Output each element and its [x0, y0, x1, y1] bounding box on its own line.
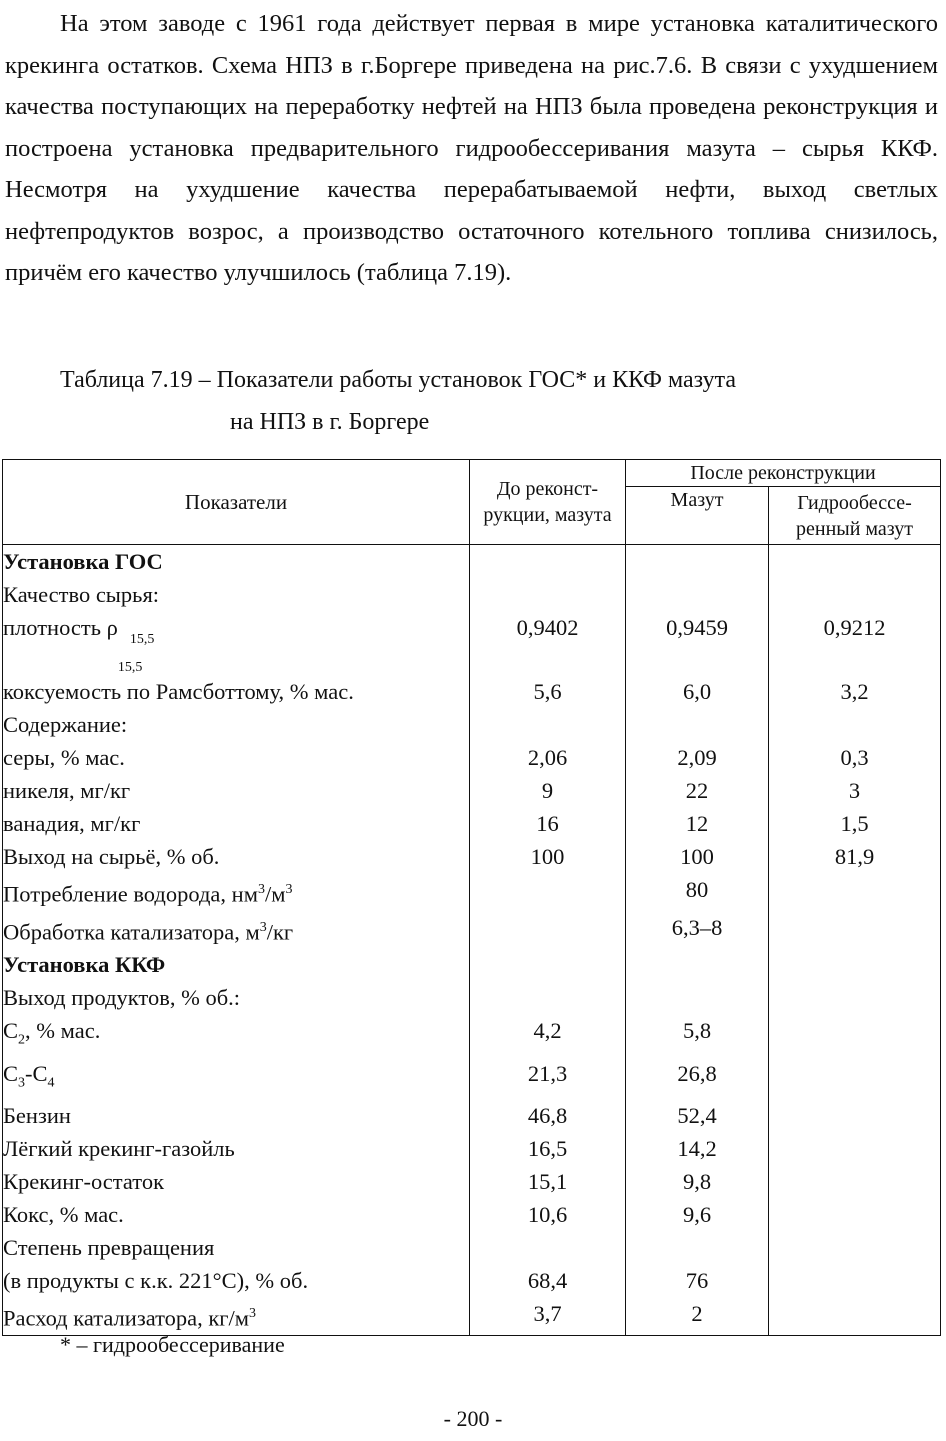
row-label: $С_2$, % мас. — [3, 1014, 470, 1057]
row-label: Степень превращения — [3, 1231, 470, 1264]
table-row — [3, 611, 941, 675]
header-indicators: Показатели — [3, 460, 470, 545]
row-label: ванадия, мг/кг — [3, 807, 470, 840]
cell-value: 5,6 — [470, 675, 626, 708]
cell-value: 46,8 — [470, 1099, 626, 1132]
cell-value: 3,2 — [769, 675, 941, 708]
table-row — [3, 1132, 941, 1165]
table-row — [3, 807, 941, 840]
cell-value: 80 — [626, 873, 769, 911]
row-label: Кокс, % мас. — [3, 1198, 470, 1231]
cell-value: 2,06 — [470, 741, 626, 774]
cell-value: 16,5 — [470, 1132, 626, 1165]
cell-value: 2 — [626, 1297, 769, 1335]
cell-value: 21,3 — [470, 1057, 626, 1100]
cell-value: 14,2 — [626, 1132, 769, 1165]
cell-value: 100 — [626, 840, 769, 873]
table-row — [3, 545, 941, 579]
cell-value: 6,0 — [626, 675, 769, 708]
cell-value: 5,8 — [626, 1014, 769, 1057]
table-row — [3, 948, 941, 981]
cell-value: 9 — [470, 774, 626, 807]
row-label: $С_3-С_4$ — [3, 1057, 470, 1100]
cell-value: 6,3–8 — [626, 911, 769, 949]
table-row — [3, 1057, 941, 1100]
row-label: Выход продуктов, % об.: — [3, 981, 470, 1014]
cell-value: 100 — [470, 840, 626, 873]
table-row — [3, 1264, 941, 1297]
row-label: Крекинг-остаток — [3, 1165, 470, 1198]
cell-value: 0,3 — [769, 741, 941, 774]
section-title: Установка ГОС — [3, 545, 470, 579]
table-row — [3, 1198, 941, 1231]
table-row — [3, 840, 941, 873]
table-row — [3, 1297, 941, 1335]
page-number: - 200 - — [443, 1406, 503, 1431]
table-row — [3, 675, 941, 708]
row-label: плотность ρ 15,5 15,5 — [3, 611, 470, 675]
cell-value: 9,6 — [626, 1198, 769, 1231]
row-label: серы, % мас. — [3, 741, 470, 774]
table-row — [3, 1099, 941, 1132]
cell-value: 52,4 — [626, 1099, 769, 1132]
footnote: * – гидрообессеривание — [60, 1332, 285, 1357]
row-label: Обработка катализатора, $м^3/кг$ — [3, 911, 470, 949]
cell-value: 68,4 — [470, 1264, 626, 1297]
header-before: До реконст- рукции, мазута — [470, 460, 626, 545]
table-row — [3, 741, 941, 774]
section-title: Установка ККФ — [3, 948, 470, 981]
table-caption-line2: на НПЗ в г. Боргере — [230, 409, 430, 435]
table-row — [3, 1165, 941, 1198]
cell-value: 0,9459 — [626, 611, 769, 675]
cell-value: 76 — [626, 1264, 769, 1297]
row-label: Потребление водорода, $нм^3/м^3$ — [3, 873, 470, 911]
cell-value: 22 — [626, 774, 769, 807]
cell-value: 15,1 — [470, 1165, 626, 1198]
table-row — [3, 981, 941, 1014]
cell-value: 26,8 — [626, 1057, 769, 1100]
cell-value: 16 — [470, 807, 626, 840]
header-after: После реконструкции — [626, 460, 941, 487]
cell-value: 0,9212 — [769, 611, 941, 675]
table-row — [3, 873, 941, 911]
cell-value: 3,7 — [470, 1297, 626, 1335]
row-label: Содержание: — [3, 708, 470, 741]
row-label: никеля, мг/кг — [3, 774, 470, 807]
row-label: Бензин — [3, 1099, 470, 1132]
row-label: коксуемость по Рамсботтому, % мас. — [3, 675, 470, 708]
cell-value: 9,8 — [626, 1165, 769, 1198]
row-label: Выход на сырьё, % об. — [3, 840, 470, 873]
table-row — [3, 1014, 941, 1057]
table-row — [3, 774, 941, 807]
table-row — [3, 911, 941, 949]
cell-value: 0,9402 — [470, 611, 626, 675]
cell-value: 4,2 — [470, 1014, 626, 1057]
table-row — [3, 708, 941, 741]
cell-value: 12 — [626, 807, 769, 840]
cell-value: 10,6 — [470, 1198, 626, 1231]
row-label: Лёгкий крекинг-газойль — [3, 1132, 470, 1165]
row-label: Качество сырья: — [3, 578, 470, 611]
cell-value: 81,9 — [769, 840, 941, 873]
row-label: (в продукты с к.к. 221°С), % об. — [3, 1264, 470, 1297]
table-caption: Таблица 7.19 – Показатели работы установок ГОС* и ККФ мазута — [60, 367, 737, 393]
header-after-hydro: Гидрообессе- ренный мазут — [769, 487, 941, 545]
table-row — [3, 578, 941, 611]
cell-value: 1,5 — [769, 807, 941, 840]
table-row — [3, 1231, 941, 1264]
header-after-fuel: Мазут — [626, 487, 769, 545]
row-label: Расход катализатора, $кг/м^3$ — [3, 1297, 470, 1335]
cell-value: 2,09 — [626, 741, 769, 774]
results-table — [2, 459, 941, 1336]
cell-value: 3 — [769, 774, 941, 807]
body-paragraph: На этом заводе с 1961 года действует первая в мире установка каталитического крекинга остатков. Схема НПЗ в г.Боргере приведена на рис.7.6. В связи с ухудшением качества поступающих на переработку нефтей на НПЗ была проведена реконструкция и построена установка предварительного гидрообессеривания мазута – сырья ККФ. Несмотря на ухудшение качества перерабатываемой нефти, выход светлых нефтепродуктов возрос, а производство остаточного котельного топлива снизилось, причём его качество улучшилось (таблица 7.19). — [5, 10, 938, 286]
